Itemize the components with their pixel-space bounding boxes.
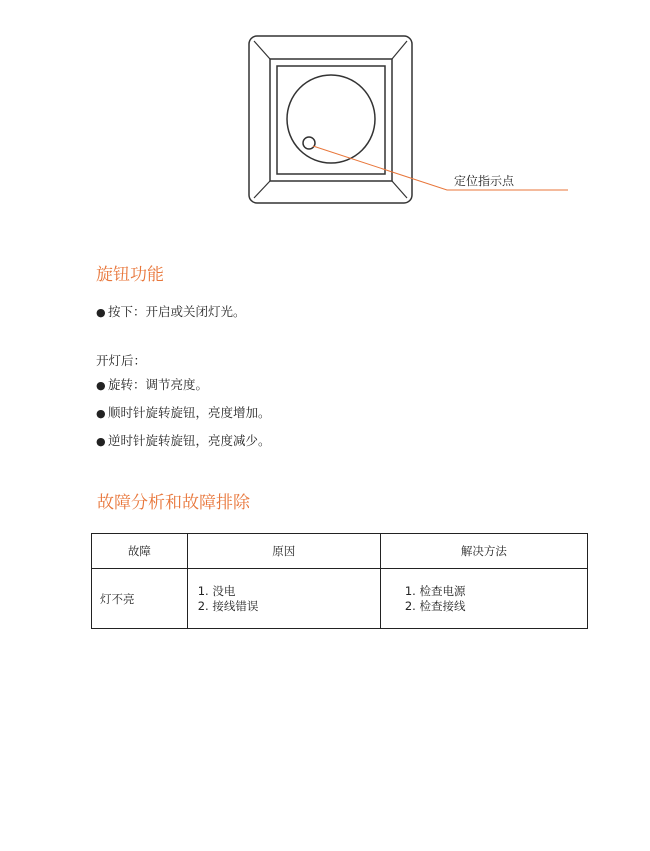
list-item-text: 顺时针旋转旋钮，亮度增加。 (108, 405, 271, 420)
section-title-troubleshooting: 故障分析和故障排除 (97, 493, 250, 513)
column-header-solution: 解决方法 (380, 534, 587, 569)
table-row (92, 569, 588, 629)
dimmer-diagram (0, 0, 650, 230)
cause-cell (187, 569, 380, 629)
fault-cell: 灯不亮 (92, 569, 188, 629)
indicator-callout-label: 定位指示点 (454, 174, 515, 188)
column-header-cause: 原因 (187, 534, 380, 569)
troubleshooting-table (91, 533, 588, 629)
list-item (96, 431, 271, 449)
solution-cell (380, 569, 587, 629)
bullet-icon: ● (96, 306, 106, 319)
bullet-icon: ● (96, 435, 106, 448)
indicator-dot (303, 137, 315, 149)
press-text: 按下：开启或关闭灯光。 (108, 304, 246, 319)
list-item (96, 403, 271, 421)
list-item (96, 375, 208, 393)
table-header-row (92, 534, 588, 569)
inner-frame (277, 66, 385, 174)
solution-item: 2. 检查接线 (404, 598, 466, 613)
bullet-icon: ● (96, 379, 106, 392)
bullet-icon: ● (96, 407, 106, 420)
column-header-fault: 故障 (92, 534, 188, 569)
dimmer-illustration (0, 0, 650, 230)
press-instruction (96, 302, 246, 320)
cause-item: 2. 接线错误 (197, 598, 259, 613)
callout-line (313, 146, 568, 190)
list-item-text: 旋转：调节亮度。 (108, 377, 209, 392)
solution-item: 1. 检查电源 (404, 583, 466, 598)
cause-item: 1. 没电 (197, 583, 236, 598)
knob-circle (287, 75, 375, 163)
list-item-text: 逆时针旋转旋钮，亮度减少。 (108, 433, 271, 448)
section-title-knob-functions: 旋钮功能 (96, 265, 164, 285)
after-on-heading: 开灯后： (96, 353, 147, 368)
outer-plate (249, 36, 412, 203)
